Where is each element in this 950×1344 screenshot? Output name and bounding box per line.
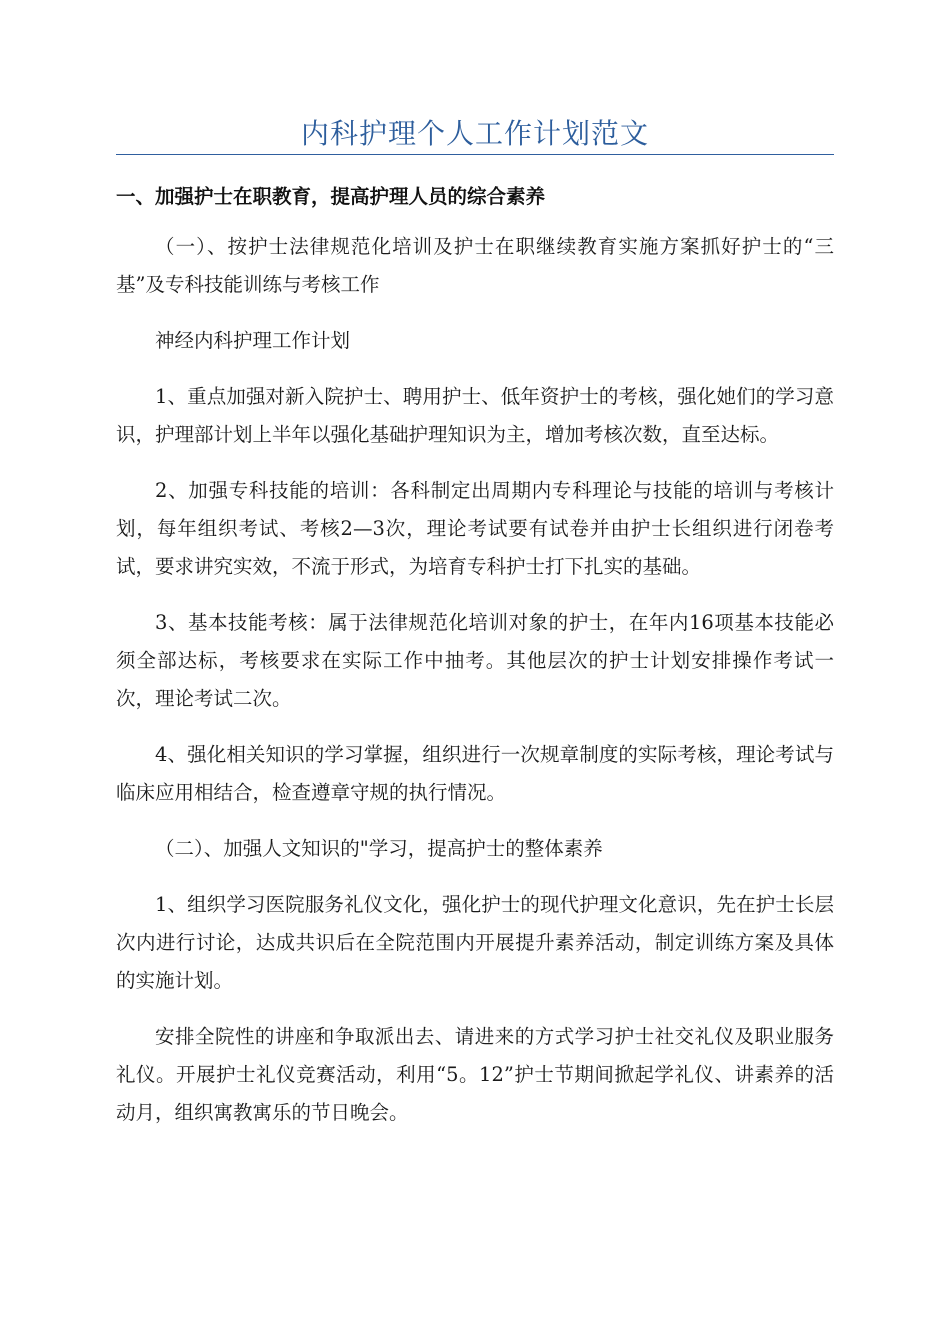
paragraph-item-2: 2、加强专科技能的培训：各科制定出周期内专科理论与技能的培训与考核计划，每年组织考试、考核2—3次，理论考试要有试卷并由护士长组织进行闭卷考试，要求讲究实效，不流于形式，为培育专科护士打下扎实的基础。: [116, 479, 834, 578]
paragraph-etiquette: 安排全院性的讲座和争取派出去、请进来的方式学习护士社交礼仪及职业服务礼仪。开展护士礼仪竞赛活动，利用“5。12”护士节期间掀起学礼仪、讲素养的活动月，组织寓教寓乐的节日晚会。: [116, 1025, 834, 1124]
paragraph-item-3: 3、基本技能考核：属于法律规范化培训对象的护士，在年内16项基本技能必须全部达标，考核要求在实际工作中抽考。其他层次的护士计划安排操作考试一次，理论考试二次。: [116, 611, 834, 710]
paragraph-plan-title: 神经内科护理工作计划: [155, 329, 351, 352]
document-title: 内科护理个人工作计划范文: [300, 117, 649, 150]
title-underline: [116, 154, 834, 155]
document-page: [116, 0, 834, 1132]
paragraph-item-4: 4、强化相关知识的学习掌握，组织进行一次规章制度的实际考核，理论考试与临床应用相结合，检查遵章守规的执行情况。: [116, 743, 834, 804]
subsection-2-intro: （二）、加强人文知识的"学习，提高护士的整体素养: [155, 837, 603, 860]
paragraph-item-1: 1、重点加强对新入院护士、聘用护士、低年资护士的考核，强化她们的学习意识，护理部计划上半年以强化基础护理知识为主，增加考核次数，直至达标。: [116, 385, 834, 446]
subsection-1-intro: （一）、按护士法律规范化培训及护士在职继续教育实施方案抓好护士的“三基”及专科技能训练与考核工作: [116, 235, 834, 296]
section-heading-1: 一、加强护士在职教育，提高护理人员的综合素养: [116, 185, 546, 208]
paragraph-item-2-1: 1、组织学习医院服务礼仪文化，强化护士的现代护理文化意识，先在护士长层次内进行讨论，达成共识后在全院范围内开展提升素养活动，制定训练方案及具体的实施计划。: [116, 893, 834, 992]
